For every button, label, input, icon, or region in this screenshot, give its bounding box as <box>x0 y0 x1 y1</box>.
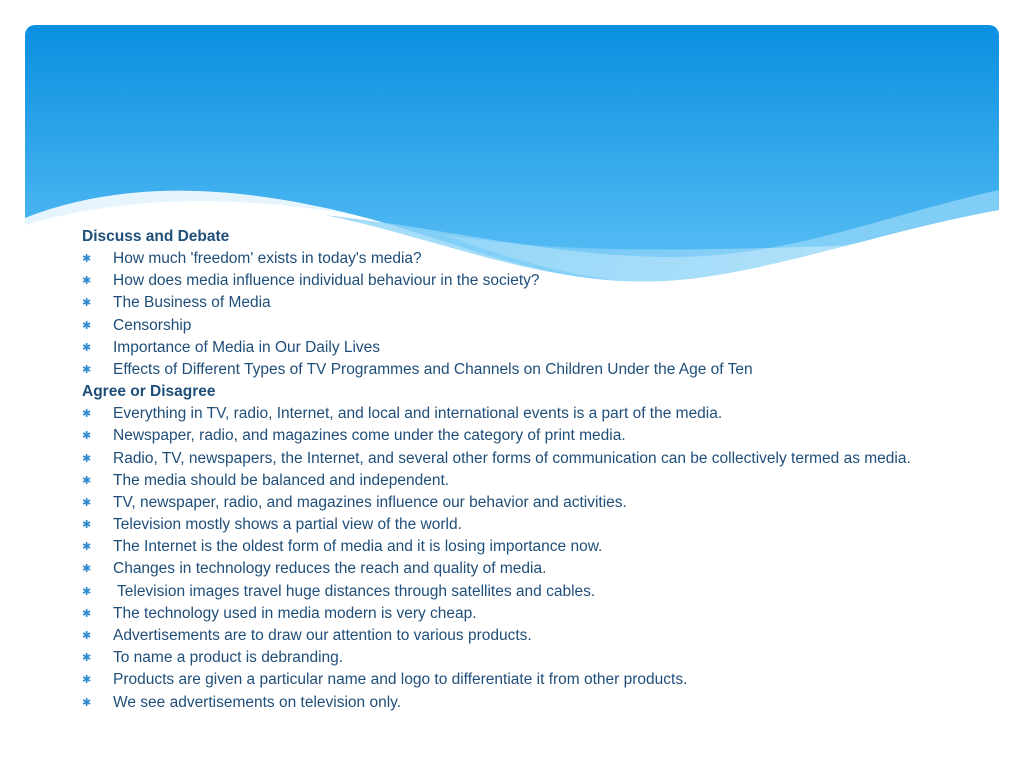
section-heading-discuss: Discuss and Debate <box>82 228 230 245</box>
section-heading-agree: Agree or Disagree <box>82 383 216 401</box>
asterisk-icon: ✱ <box>82 607 92 620</box>
list-item: ✱ Censorship <box>82 316 192 334</box>
asterisk-icon: ✱ <box>82 652 92 665</box>
asterisk-icon: ✱ <box>82 696 92 709</box>
asterisk-icon: ✱ <box>82 541 92 554</box>
list-item: ✱ We see advertisements on television only. <box>82 693 402 711</box>
asterisk-icon: ✱ <box>82 452 92 465</box>
asterisk-icon: ✱ <box>82 630 92 642</box>
list-item: ✱ The Business of Media <box>82 294 271 312</box>
list-item: ✱ The media should be balanced and independent. <box>82 471 450 489</box>
list-item: ✱ How does media influence individual behaviour in the society? <box>82 272 540 290</box>
asterisk-icon: ✱ <box>82 563 92 576</box>
discuss-list <box>82 248 982 381</box>
list-item: ✱ Everything in TV, radio, Internet, and local and international events is a part of the media. <box>82 405 723 423</box>
agree-list <box>82 403 982 714</box>
list-item: ✱ How much 'freedom' exists in today's media? <box>82 250 422 267</box>
list-item: ✱ Radio, TV, newspapers, the Internet, and several other forms of communication can be collectively termed as media. <box>82 449 911 467</box>
list-item: ✱ Advertisements are to draw our attention to various products. <box>82 627 532 644</box>
list-item: ✱ To name a product is debranding. <box>82 649 344 667</box>
list-item: ✱ The Internet is the oldest form of media and it is losing importance now. <box>82 538 603 556</box>
list-item: ✱ Effects of Different Types of TV Programmes and Channels on Children Under the Age of Ten <box>82 360 753 378</box>
asterisk-icon: ✱ <box>82 319 92 332</box>
list-item: ✱ Changes in technology reduces the reach and quality of media. <box>82 560 547 578</box>
list-item: ✱ The technology used in media modern is very cheap. <box>82 604 477 622</box>
asterisk-icon: ✱ <box>82 341 92 354</box>
slide-content <box>82 226 982 714</box>
list-item: ✱ Importance of Media in Our Daily Lives <box>82 338 381 356</box>
asterisk-icon: ✱ <box>82 519 92 532</box>
asterisk-icon: ✱ <box>82 474 92 487</box>
asterisk-icon: ✱ <box>82 363 92 376</box>
list-item: ✱ Television images travel huge distances through satellites and cables. <box>82 582 596 600</box>
asterisk-icon: ✱ <box>82 275 92 288</box>
asterisk-icon: ✱ <box>82 674 92 687</box>
asterisk-icon: ✱ <box>82 253 92 265</box>
asterisk-icon: ✱ <box>82 585 92 598</box>
list-item: ✱ Newspaper, radio, and magazines come under the category of print media. <box>82 427 626 445</box>
asterisk-icon: ✱ <box>82 408 92 421</box>
asterisk-icon: ✱ <box>82 496 92 509</box>
list-item: ✱ Products are given a particular name and logo to differentiate it from other products. <box>82 671 688 689</box>
list-item: ✱ Television mostly shows a partial view of the world. <box>82 516 462 534</box>
list-item: ✱ TV, newspaper, radio, and magazines influence our behavior and activities. <box>82 493 627 511</box>
asterisk-icon: ✱ <box>82 297 92 310</box>
asterisk-icon: ✱ <box>82 430 92 443</box>
